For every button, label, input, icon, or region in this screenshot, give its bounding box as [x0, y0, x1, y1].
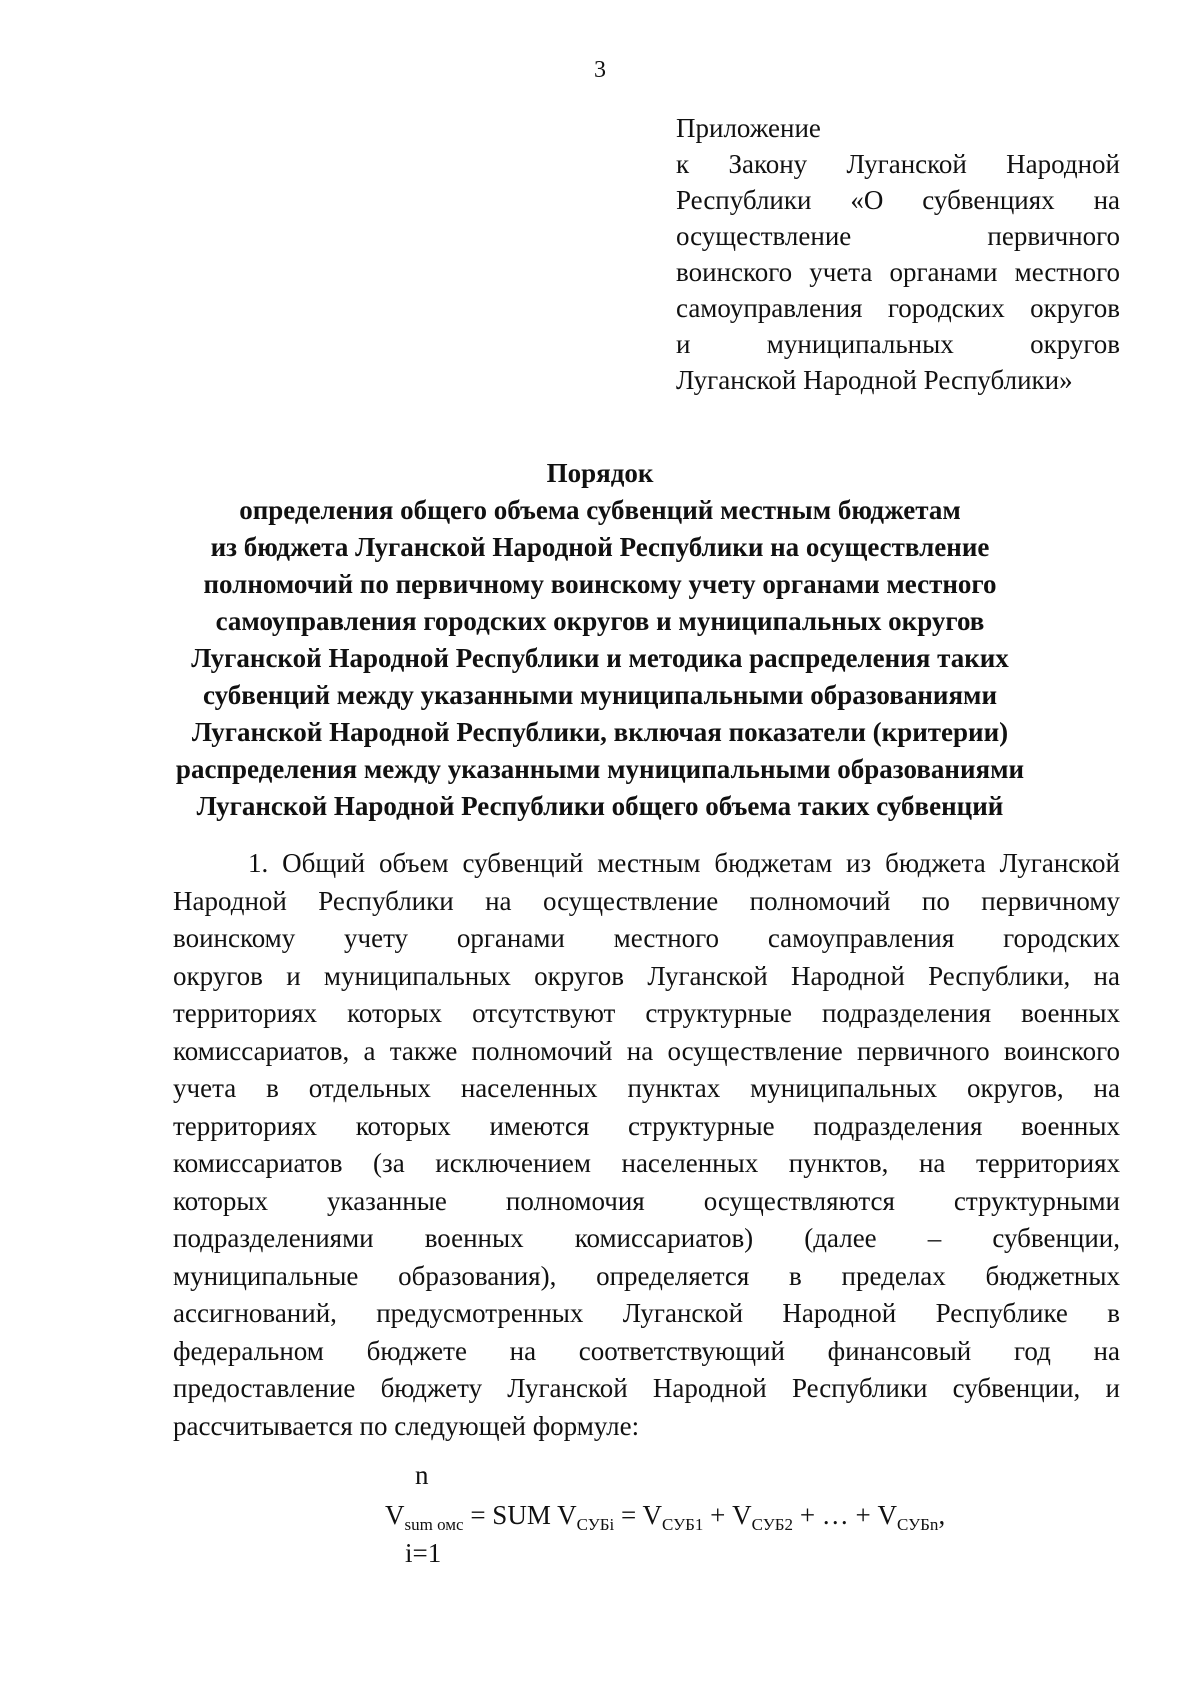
formula-text: = SUM V	[463, 1500, 577, 1530]
annex-line: Луганской Народной Республики»	[676, 365, 1073, 395]
formula-text: ,	[938, 1500, 946, 1530]
body-line: комиссариатов, а также полномочий на осуществление первичного воинского	[173, 1035, 1120, 1066]
page-number: 3	[594, 57, 606, 83]
body-paragraph	[173, 845, 1120, 1445]
title-line: распределения между указанными муниципальными образованиями	[175, 754, 1025, 784]
formula-lower-limit: i=1	[405, 1538, 442, 1568]
formula-text: + … + V	[793, 1500, 898, 1530]
body-line: предоставление бюджету Луганской Народной Республики субвенции, и	[173, 1373, 1120, 1403]
annex-line: и муниципальных округов	[676, 329, 1120, 359]
formula-subscript: СУБn	[897, 1515, 939, 1534]
annex-line: Республики «О субвенциях на	[676, 185, 1120, 215]
annex-line: самоуправления городских округов	[676, 293, 1120, 323]
body-line: подразделениями военных комиссариатов) (далее – субвенции,	[173, 1223, 1120, 1253]
body-line: рассчитывается по следующей формуле:	[173, 1410, 640, 1441]
annex-note	[676, 110, 1120, 398]
title-line: субвенций между указанными муниципальными образованиями	[202, 680, 998, 710]
formula-text: V	[385, 1500, 405, 1530]
title-line: определения общего объема субвенций местным бюджетам	[239, 495, 961, 525]
annex-title: Приложение	[676, 113, 821, 143]
formula-subscript: sum омс	[404, 1515, 464, 1534]
formula-subscript: СУБ1	[661, 1515, 704, 1534]
formula-upper-limit: n	[415, 1460, 429, 1490]
body-line: муниципальные образования), определяется в пределах бюджетных	[173, 1260, 1120, 1291]
title-line: полномочий по первичному воинскому учету органами местного	[203, 569, 997, 599]
body-line: ассигнований, предусмотренных Луганской Народной Республике в	[173, 1298, 1120, 1328]
annex-line: осуществление первичного	[676, 221, 1120, 251]
formula-text: = V	[614, 1500, 662, 1530]
annex-line: воинского учета органами местного	[676, 257, 1120, 287]
title-line: Луганской Народной Республики общего объема таких субвенций	[196, 791, 1004, 821]
title-heading: Порядок	[546, 458, 654, 488]
body-line: территориях которых имеются структурные подразделения военных	[173, 1110, 1120, 1141]
body-line: воинскому учету органами местного самоуправления городских	[173, 923, 1120, 953]
formula-expression	[385, 1498, 945, 1532]
document-title	[150, 455, 1050, 825]
title-line: Луганской Народной Республики и методика распределения таких	[191, 643, 1009, 673]
body-line: округов и муниципальных округов Луганской Народной Республики, на	[173, 960, 1120, 991]
body-line: учета в отдельных населенных пунктах муниципальных округов, на	[173, 1073, 1120, 1103]
body-line: комиссариатов (за исключением населенных пунктов, на территориях	[173, 1148, 1120, 1178]
title-line: из бюджета Луганской Народной Республики на осуществление	[210, 532, 990, 562]
annex-line: к Закону Луганской Народной	[676, 149, 1120, 179]
title-line: самоуправления городских округов и муниципальных округов	[215, 606, 985, 636]
body-line: федеральном бюджете на соответствующий финансовый год на	[173, 1335, 1120, 1366]
body-line: 1. Общий объем субвенций местным бюджетам из бюджета Луганской	[248, 848, 1120, 878]
formula-subscript: СУБi	[576, 1515, 615, 1534]
formula-subscript: СУБ2	[751, 1515, 794, 1534]
title-line: Луганской Народной Республики, включая показатели (критерии)	[191, 717, 1009, 747]
body-line: Народной Республики на осуществление полномочий по первичному	[173, 885, 1120, 916]
formula-text: + V	[703, 1500, 752, 1530]
body-line: территориях которых отсутствуют структурные подразделения военных	[173, 998, 1120, 1028]
body-line: которых указанные полномочия осуществляются структурными	[173, 1185, 1120, 1216]
